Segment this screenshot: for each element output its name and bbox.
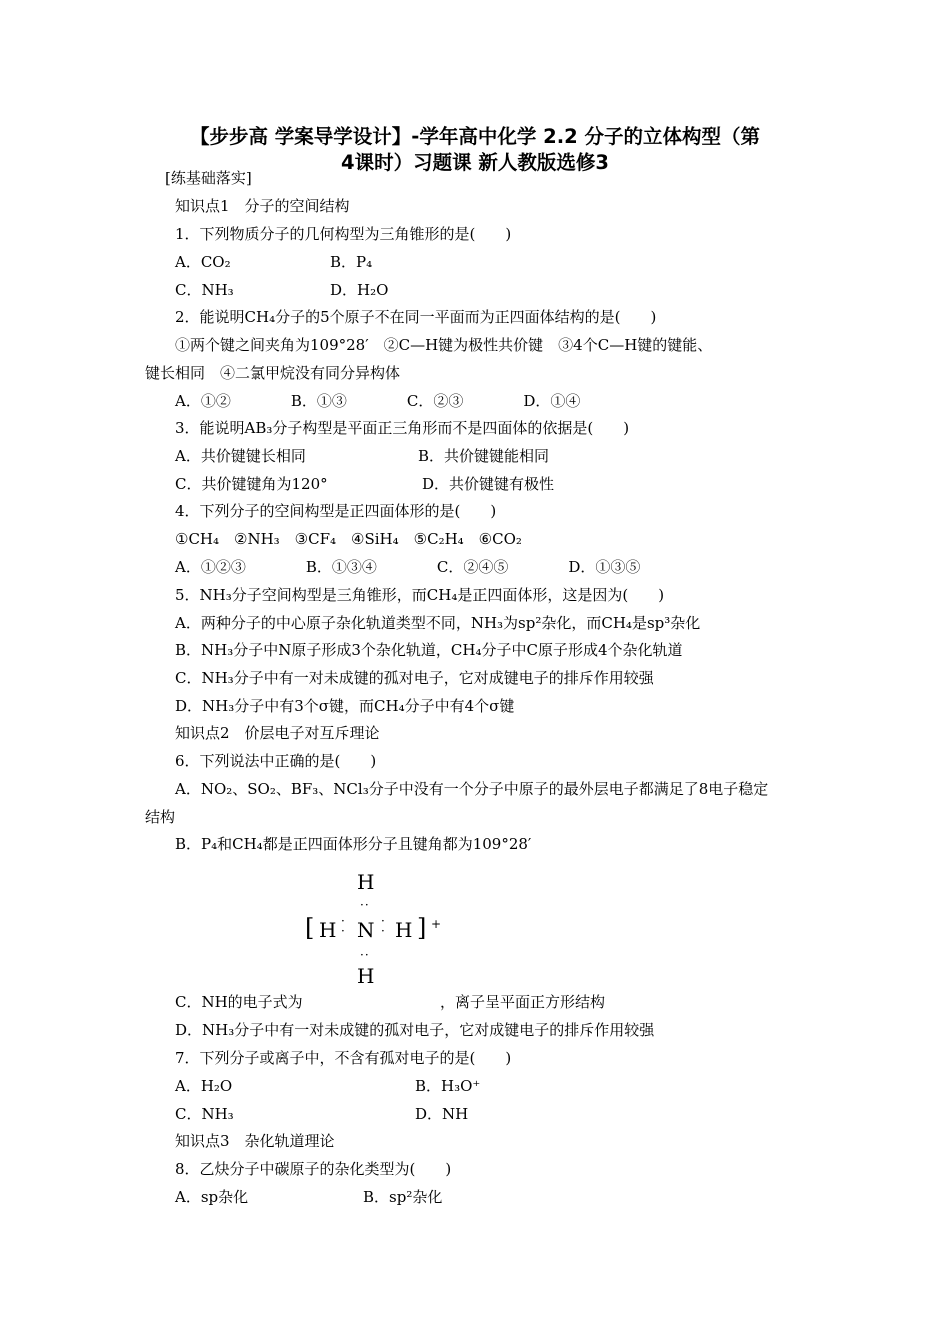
question-1: 1．下列物质分子的几何构型为三角锥形的是( ) bbox=[175, 225, 512, 243]
lewis-n: N bbox=[357, 918, 375, 942]
q1-option-a: A．CO₂ bbox=[175, 253, 231, 271]
lewis-bracket-left: [ bbox=[305, 914, 315, 942]
q6-option-a-line-2: 结构 bbox=[145, 808, 176, 826]
question-5: 5．NH₃分子空间构型是三角锥形，而CH₄是正四面体形，这是因为( ) bbox=[175, 586, 665, 604]
q2-options: A．①② B．①③ C．②③ D．①④ bbox=[175, 392, 581, 410]
q7-option-b: B．H₃O⁺ bbox=[415, 1077, 481, 1095]
knowledge-point-1: 知识点1 分子的空间结构 bbox=[175, 197, 350, 215]
lewis-h-top: H bbox=[357, 870, 375, 894]
q2-statements-line-1: ①两个键之间夹角为109°28′ ②C—H键为极性共价键 ③4个C—H键的键能、 bbox=[175, 336, 713, 354]
q3-option-c: C．共价键键角为120° bbox=[175, 475, 328, 493]
q3-option-b: B．共价键键能相同 bbox=[418, 447, 550, 465]
q6-option-b: B．P₄和CH₄都是正四面体形分子且键角都为109°28′ bbox=[175, 835, 532, 853]
q7-option-a: A．H₂O bbox=[175, 1077, 233, 1095]
question-8: 8．乙炔分子中碳原子的杂化类型为( ) bbox=[175, 1160, 452, 1178]
q3-option-a: A．共价键键长相同 bbox=[175, 447, 306, 465]
q4-statements: ①CH₄ ②NH₃ ③CF₄ ④SiH₄ ⑤C₂H₄ ⑥CO₂ bbox=[175, 530, 522, 548]
q1-option-c: C．NH₃ bbox=[175, 281, 234, 299]
question-6: 6．下列说法中正确的是( ) bbox=[175, 752, 377, 770]
lewis-electron-pair-bottom: ·· bbox=[360, 948, 370, 962]
q6-option-d: D．NH₃分子中有一对未成键的孤对电子，它对成键电子的排斥作用较强 bbox=[175, 1021, 655, 1039]
q7-option-d: D．NH bbox=[415, 1105, 469, 1123]
lewis-bracket-right: ] bbox=[417, 914, 427, 942]
q8-option-b: B．sp²杂化 bbox=[363, 1188, 443, 1206]
lewis-electron-pair-left: · · bbox=[341, 914, 346, 938]
q1-option-b: B．P₄ bbox=[330, 253, 373, 271]
question-2: 2．能说明CH₄分子的5个原子不在同一平面而为正四面体结构的是( ) bbox=[175, 308, 657, 326]
q6-option-c-prefix: C．NH的电子式为 bbox=[175, 993, 303, 1011]
q5-option-d: D．NH₃分子中有3个σ键，而CH₄分子中有4个σ键 bbox=[175, 697, 515, 715]
q3-option-d: D．共价键键有极性 bbox=[422, 475, 555, 493]
lewis-electron-pair-top: ·· bbox=[360, 898, 370, 912]
lewis-charge: + bbox=[431, 917, 442, 931]
q6-option-a-line-1: A．NO₂、SO₂、BF₃、NCl₃分子中没有一个分子中原子的最外层电子都满足了8电子稳定 bbox=[175, 780, 769, 798]
q6-option-c-suffix: ，离子呈平面正方形结构 bbox=[440, 993, 606, 1011]
lewis-electron-pair-right: · · bbox=[381, 914, 386, 938]
knowledge-point-3: 知识点3 杂化轨道理论 bbox=[175, 1132, 335, 1150]
title-line-2: 4课时）习题课 新人教版选修3 bbox=[341, 151, 609, 174]
knowledge-point-2: 知识点2 价层电子对互斥理论 bbox=[175, 724, 380, 742]
q8-option-a: A．sp杂化 bbox=[175, 1188, 249, 1206]
q7-option-c: C．NH₃ bbox=[175, 1105, 234, 1123]
title-line-1: 【步步高 学案导学设计】-学年高中化学 2.2 分子的立体构型（第 bbox=[189, 125, 760, 148]
ammonium-lewis-structure bbox=[305, 870, 455, 988]
q5-option-a: A．两种分子的中心原子杂化轨道类型不同，NH₃为sp²杂化，而CH₄是sp³杂化 bbox=[175, 614, 701, 632]
question-4: 4．下列分子的空间构型是正四面体形的是( ) bbox=[175, 502, 497, 520]
lewis-h-left: H bbox=[319, 918, 337, 942]
lewis-h-bottom: H bbox=[357, 964, 375, 988]
q2-statements-line-2: 键长相同 ④二氯甲烷没有同分异构体 bbox=[145, 364, 401, 382]
section-header: [练基础落实] bbox=[165, 169, 252, 187]
lewis-h-right: H bbox=[395, 918, 413, 942]
q5-option-b: B．NH₃分子中N原子形成3个杂化轨道，CH₄分子中C原子形成4个杂化轨道 bbox=[175, 641, 683, 659]
question-7: 7．下列分子或离子中，不含有孤对电子的是( ) bbox=[175, 1049, 512, 1067]
q5-option-c: C．NH₃分子中有一对未成键的孤对电子，它对成键电子的排斥作用较强 bbox=[175, 669, 654, 687]
q4-options: A．①②③ B．①③④ C．②④⑤ D．①③⑤ bbox=[175, 558, 641, 576]
q1-option-d: D．H₂O bbox=[330, 281, 389, 299]
question-3: 3．能说明AB₃分子构型是平面正三角形而不是四面体的依据是( ) bbox=[175, 419, 630, 437]
